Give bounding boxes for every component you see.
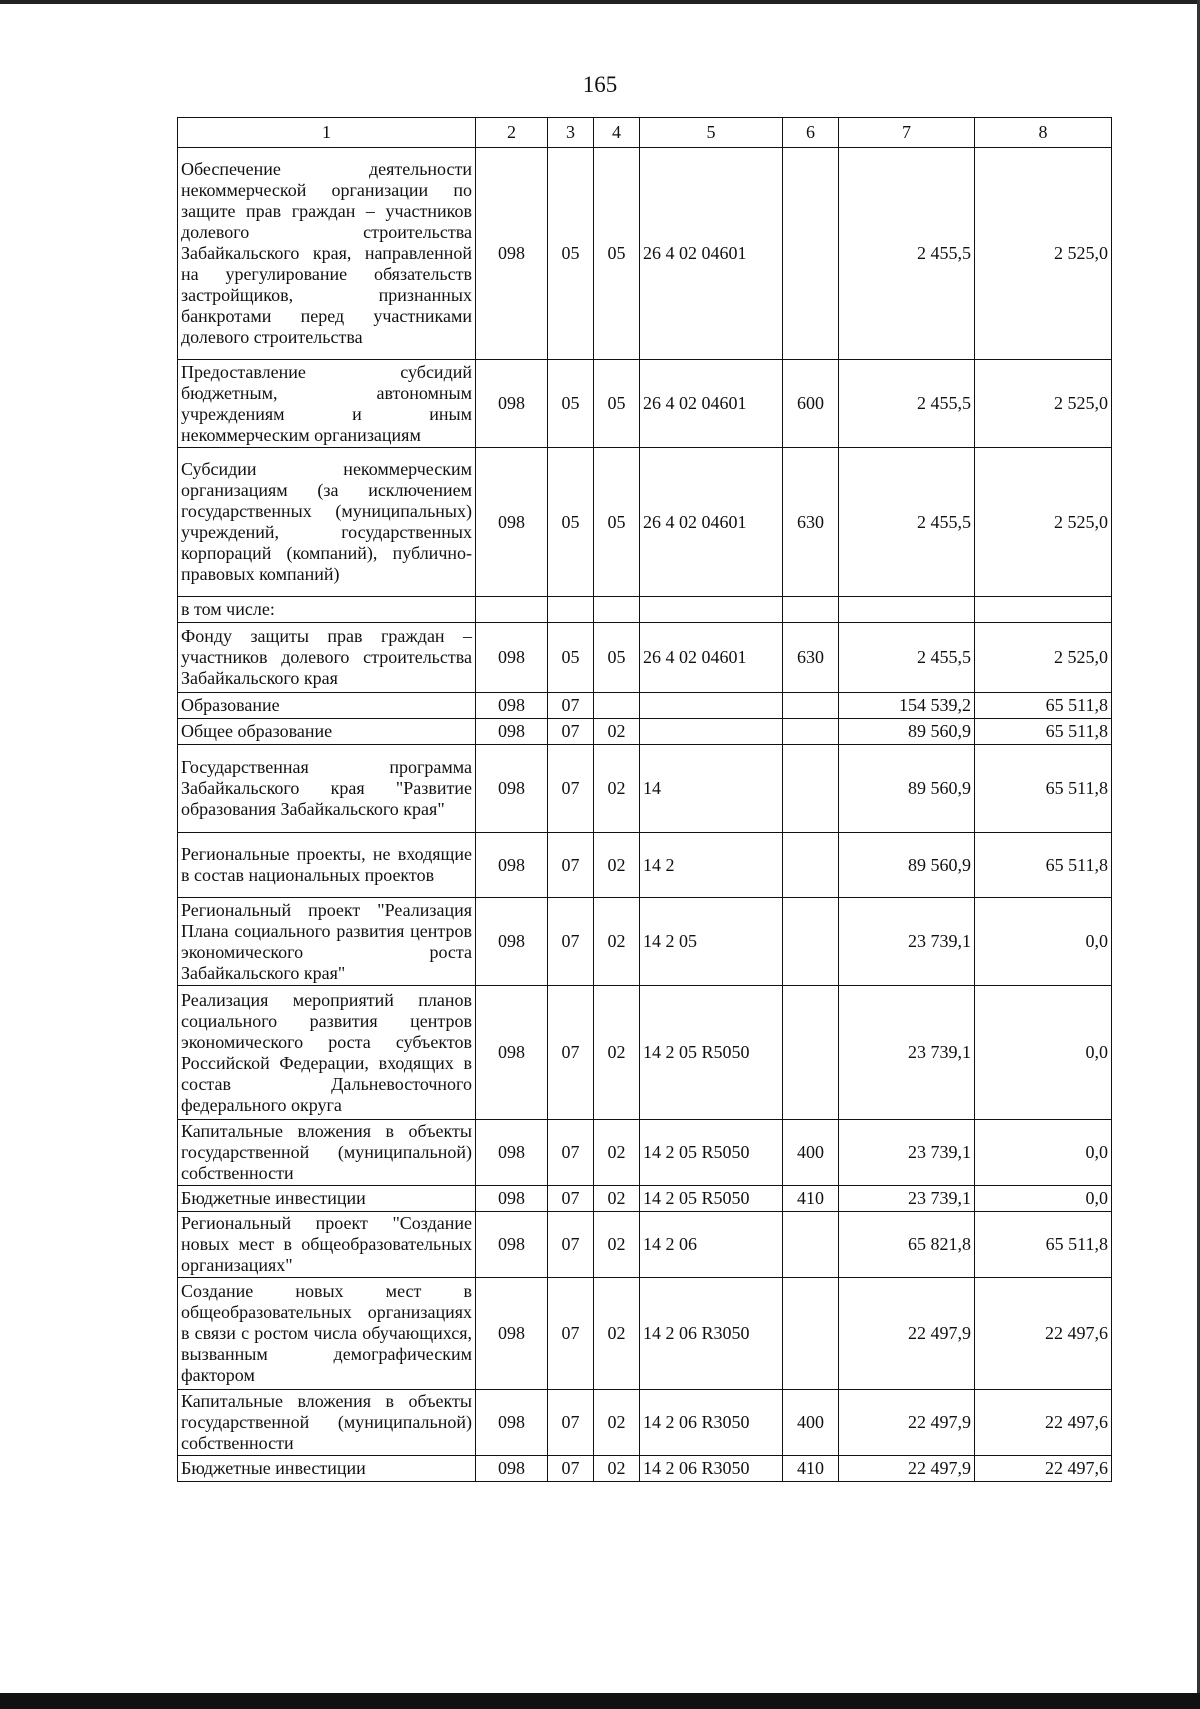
column-header: 7: [839, 118, 975, 148]
expense-type-code: 400: [783, 1120, 839, 1186]
row-name: Региональный проект "Реализация Плана социального развития центров экономического роста Забайкальского края": [178, 898, 476, 986]
subsection-code: [594, 693, 640, 719]
row-name: в том числе:: [178, 597, 476, 623]
table-row: [178, 623, 1112, 693]
expense-type-code: [783, 148, 839, 360]
expense-type-code: [783, 1212, 839, 1278]
column-header: 4: [594, 118, 640, 148]
subsection-code: 05: [594, 623, 640, 693]
table-row: [178, 1456, 1112, 1482]
amount-year-1: 23 739,1: [839, 898, 975, 986]
subsection-code: 05: [594, 448, 640, 597]
section-code: 07: [548, 745, 594, 833]
page-number: 165: [582, 72, 618, 97]
admin-code: 098: [476, 833, 548, 898]
admin-code: 098: [476, 1456, 548, 1482]
target-article-code: 14 2 05 R5050: [640, 986, 783, 1120]
section-code: 07: [548, 986, 594, 1120]
amount-year-2: 65 511,8: [975, 745, 1112, 833]
expense-type-code: 400: [783, 1390, 839, 1456]
table-row: [178, 719, 1112, 745]
target-article-code: 14 2 05 R5050: [640, 1186, 783, 1212]
subsection-code: 02: [594, 833, 640, 898]
target-article-code: 14 2 06 R3050: [640, 1390, 783, 1456]
amount-year-2: 2 525,0: [975, 448, 1112, 597]
admin-code: 098: [476, 1186, 548, 1212]
expense-type-code: 630: [783, 448, 839, 597]
admin-code: 098: [476, 1212, 548, 1278]
section-code: 07: [548, 719, 594, 745]
amount-year-2: [975, 597, 1112, 623]
admin-code: 098: [476, 719, 548, 745]
table-row: [178, 898, 1112, 986]
section-code: 07: [548, 1456, 594, 1482]
row-name: Капитальные вложения в объекты государственной (муниципальной) собственности: [178, 1120, 476, 1186]
admin-code: 098: [476, 360, 548, 448]
amount-year-2: 22 497,6: [975, 1456, 1112, 1482]
table-row: [178, 693, 1112, 719]
scan-top-edge: [0, 0, 1200, 4]
section-code: 07: [548, 833, 594, 898]
amount-year-1: 2 455,5: [839, 448, 975, 597]
amount-year-2: 65 511,8: [975, 1212, 1112, 1278]
amount-year-1: 23 739,1: [839, 1186, 975, 1212]
subsection-code: 02: [594, 898, 640, 986]
row-name: Реализация мероприятий планов социального развития центров экономического роста субъектов Российской Федерации, входящих в состав Дальневосточного федерального округа: [178, 986, 476, 1120]
expense-type-code: [783, 1278, 839, 1390]
table-row: [178, 1186, 1112, 1212]
column-header: 5: [640, 118, 783, 148]
amount-year-2: 2 525,0: [975, 148, 1112, 360]
amount-year-1: 2 455,5: [839, 623, 975, 693]
row-name: Капитальные вложения в объекты государственной (муниципальной) собственности: [178, 1390, 476, 1456]
amount-year-1: 2 455,5: [839, 148, 975, 360]
header-row: [178, 118, 1112, 148]
target-article-code: 14 2: [640, 833, 783, 898]
amount-year-1: 23 739,1: [839, 986, 975, 1120]
section-code: 05: [548, 148, 594, 360]
table-row: [178, 597, 1112, 623]
amount-year-2: 65 511,8: [975, 693, 1112, 719]
subsection-code: 02: [594, 1186, 640, 1212]
table-row: [178, 1212, 1112, 1278]
table-row: [178, 1278, 1112, 1390]
amount-year-2: 22 497,6: [975, 1390, 1112, 1456]
expense-type-code: [783, 986, 839, 1120]
row-name: Государственная программа Забайкальского края "Развитие образования Забайкальского края": [178, 745, 476, 833]
row-name: Создание новых мест в общеобразовательных организациях в связи с ростом числа обучающихся, вызванным демографическим фактором: [178, 1278, 476, 1390]
section-code: 07: [548, 1212, 594, 1278]
row-name: Общее образование: [178, 719, 476, 745]
section-code: 07: [548, 693, 594, 719]
admin-code: 098: [476, 448, 548, 597]
subsection-code: 02: [594, 719, 640, 745]
section-code: 05: [548, 623, 594, 693]
target-article-code: 26 4 02 04601: [640, 360, 783, 448]
subsection-code: 02: [594, 745, 640, 833]
amount-year-1: 22 497,9: [839, 1456, 975, 1482]
budget-table: [177, 117, 1112, 1482]
admin-code: 098: [476, 1120, 548, 1186]
section-code: 05: [548, 448, 594, 597]
amount-year-1: 2 455,5: [839, 360, 975, 448]
amount-year-1: [839, 597, 975, 623]
table-row: [178, 833, 1112, 898]
section-code: 07: [548, 1120, 594, 1186]
amount-year-2: 0,0: [975, 1120, 1112, 1186]
amount-year-1: 89 560,9: [839, 719, 975, 745]
target-article-code: 14 2 06 R3050: [640, 1278, 783, 1390]
table-row: [178, 360, 1112, 448]
amount-year-2: 22 497,6: [975, 1278, 1112, 1390]
target-article-code: 14 2 05 R5050: [640, 1120, 783, 1186]
admin-code: 098: [476, 1278, 548, 1390]
amount-year-2: 0,0: [975, 986, 1112, 1120]
expense-type-code: [783, 745, 839, 833]
section-code: 07: [548, 1186, 594, 1212]
column-header: 3: [548, 118, 594, 148]
subsection-code: 02: [594, 1212, 640, 1278]
target-article-code: 14 2 06: [640, 1212, 783, 1278]
expense-type-code: 600: [783, 360, 839, 448]
scan-bottom-edge: [0, 1693, 1200, 1709]
amount-year-1: 89 560,9: [839, 745, 975, 833]
target-article-code: [640, 719, 783, 745]
amount-year-1: 154 539,2: [839, 693, 975, 719]
subsection-code: 02: [594, 1278, 640, 1390]
amount-year-1: 22 497,9: [839, 1278, 975, 1390]
row-name: Бюджетные инвестиции: [178, 1456, 476, 1482]
row-name: Обеспечение деятельности некоммерческой организации по защите прав граждан – участников долевого строительства Забайкальского края, направленной на урегулирование обязательств застройщиков, признанных банкротами перед участниками долевого строительства: [178, 148, 476, 360]
subsection-code: 02: [594, 1390, 640, 1456]
row-name: Фонду защиты прав граждан – участников долевого строительства Забайкальского края: [178, 623, 476, 693]
table-row: [178, 1390, 1112, 1456]
expense-type-code: 410: [783, 1186, 839, 1212]
expense-type-code: 410: [783, 1456, 839, 1482]
target-article-code: 14 2 06 R3050: [640, 1456, 783, 1482]
row-name: Образование: [178, 693, 476, 719]
row-name: Региональный проект "Создание новых мест в общеобразовательных организациях": [178, 1212, 476, 1278]
amount-year-1: 89 560,9: [839, 833, 975, 898]
row-name: Предоставление субсидий бюджетным, автономным учреждениям и иным некоммерческим организациям: [178, 360, 476, 448]
row-name: Бюджетные инвестиции: [178, 1186, 476, 1212]
expense-type-code: [783, 719, 839, 745]
target-article-code: 26 4 02 04601: [640, 448, 783, 597]
column-header: 2: [476, 118, 548, 148]
admin-code: 098: [476, 693, 548, 719]
admin-code: 098: [476, 148, 548, 360]
section-code: 07: [548, 1278, 594, 1390]
budget-table-body: [178, 148, 1112, 1482]
expense-type-code: [783, 833, 839, 898]
amount-year-1: 65 821,8: [839, 1212, 975, 1278]
target-article-code: [640, 693, 783, 719]
column-header: 1: [178, 118, 476, 148]
subsection-code: [594, 597, 640, 623]
target-article-code: 14 2 05: [640, 898, 783, 986]
amount-year-2: 2 525,0: [975, 360, 1112, 448]
row-name: Региональные проекты, не входящие в состав национальных проектов: [178, 833, 476, 898]
table-row: [178, 1120, 1112, 1186]
subsection-code: 02: [594, 1120, 640, 1186]
target-article-code: [640, 597, 783, 623]
expense-type-code: [783, 597, 839, 623]
row-name: Субсидии некоммерческим организациям (за исключением государственных (муниципальных) учреждений, государственных корпораций (компаний), публично-правовых компаний): [178, 448, 476, 597]
section-code: 07: [548, 898, 594, 986]
subsection-code: 05: [594, 360, 640, 448]
amount-year-2: 65 511,8: [975, 833, 1112, 898]
amount-year-2: 0,0: [975, 1186, 1112, 1212]
table-row: [178, 986, 1112, 1120]
expense-type-code: [783, 693, 839, 719]
amount-year-1: 23 739,1: [839, 1120, 975, 1186]
section-code: [548, 597, 594, 623]
admin-code: 098: [476, 898, 548, 986]
column-header: 8: [975, 118, 1112, 148]
amount-year-2: 65 511,8: [975, 719, 1112, 745]
table-row: [178, 148, 1112, 360]
admin-code: 098: [476, 1390, 548, 1456]
target-article-code: 26 4 02 04601: [640, 623, 783, 693]
expense-type-code: 630: [783, 623, 839, 693]
section-code: 05: [548, 360, 594, 448]
section-code: 07: [548, 1390, 594, 1456]
amount-year-1: 22 497,9: [839, 1390, 975, 1456]
subsection-code: 02: [594, 1456, 640, 1482]
table-row: [178, 745, 1112, 833]
subsection-code: 02: [594, 986, 640, 1120]
admin-code: [476, 597, 548, 623]
column-header: 6: [783, 118, 839, 148]
admin-code: 098: [476, 986, 548, 1120]
table-row: [178, 448, 1112, 597]
target-article-code: 14: [640, 745, 783, 833]
admin-code: 098: [476, 623, 548, 693]
expense-type-code: [783, 898, 839, 986]
target-article-code: 26 4 02 04601: [640, 148, 783, 360]
amount-year-2: 2 525,0: [975, 623, 1112, 693]
admin-code: 098: [476, 745, 548, 833]
subsection-code: 05: [594, 148, 640, 360]
amount-year-2: 0,0: [975, 898, 1112, 986]
